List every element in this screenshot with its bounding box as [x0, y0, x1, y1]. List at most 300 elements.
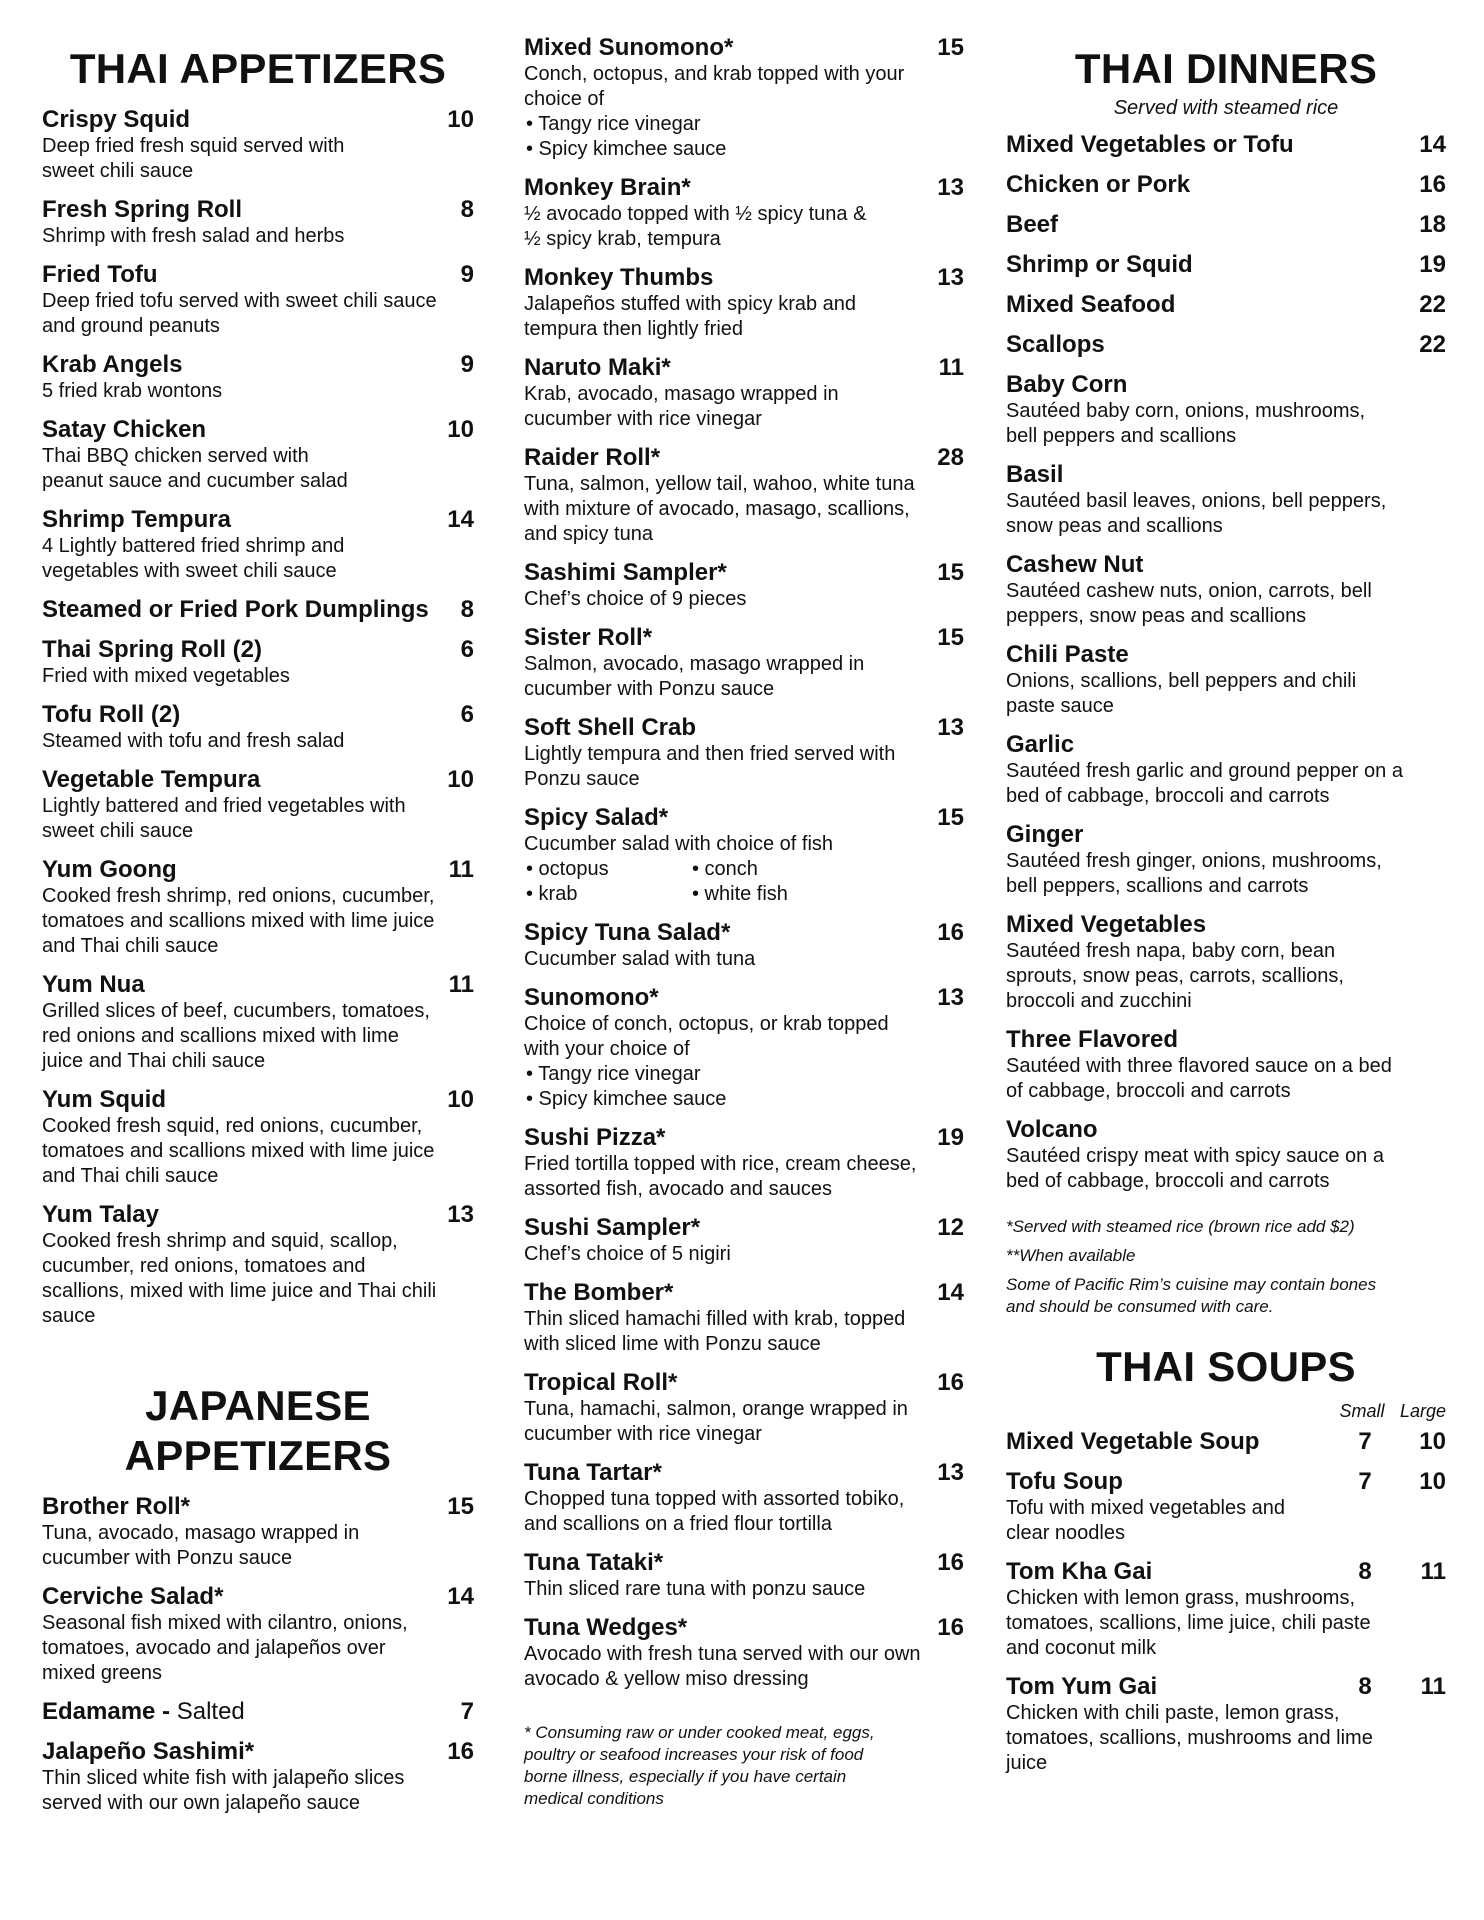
menu-item-name-text: Cerviche Salad* [42, 1583, 224, 1610]
menu-item-name [42, 1583, 223, 1611]
menu-item-description: Cooked fresh squid, red onions, cucumber, [42, 1115, 423, 1137]
thai-dinners-title: THAI DINNERS [1074, 45, 1378, 92]
menu-item [42, 1493, 474, 1571]
menu-item-description: Shrimp with fresh salad and herbs [42, 225, 345, 247]
raw-food-footnote [524, 1722, 964, 1810]
dinner-protein-name: Shrimp or Squid [1006, 251, 1193, 278]
menu-item-option: • white fish [692, 883, 788, 905]
dinner-style-description: Sautéed fresh ginger, onions, mushrooms, [1006, 850, 1382, 872]
menu-item-price: 13 [937, 174, 964, 201]
soup-item-name: Tom Kha Gai [1006, 1558, 1153, 1585]
menu-item-header [42, 636, 474, 664]
dinner-protein-price: 19 [1419, 251, 1446, 278]
menu-item-price: 15 [937, 624, 964, 651]
menu-item-description: Thin sliced white fish with jalapeño slices [42, 1767, 405, 1789]
dinner-style-description: Onions, scallions, bell peppers and chili [1006, 670, 1357, 692]
dinner-style-description: Sautéed fresh garlic and ground pepper on a [1006, 760, 1403, 782]
menu-item-price: 12 [937, 1214, 964, 1241]
menu-item-description: Cucumber salad with choice of fish [524, 833, 834, 855]
menu-item [524, 34, 964, 162]
menu-item-header [42, 701, 474, 729]
menu-item [42, 1583, 474, 1686]
dinner-protein-row [1006, 331, 1446, 359]
menu-item-name-text: Sashimi Sampler* [524, 559, 727, 586]
menu-item-name-text: Fresh Spring Roll [42, 196, 243, 223]
dinner-style-item [1006, 551, 1446, 629]
menu-item [524, 1549, 964, 1602]
menu-item [524, 1614, 964, 1692]
menu-item-price: 6 [460, 701, 474, 728]
thai-soups-title: THAI SOUPS [1096, 1343, 1356, 1390]
dinner-note-line: **When available [1006, 1246, 1136, 1265]
menu-item [524, 919, 964, 972]
menu-item-header [42, 261, 474, 289]
dinner-protein-name: Chicken or Pork [1006, 171, 1191, 198]
menu-item-header [524, 1369, 964, 1397]
menu-item-header [524, 1214, 964, 1242]
dinner-style-description: bell peppers, scallions and carrots [1006, 875, 1309, 897]
menu-item-header [524, 984, 964, 1012]
dinner-protein-row [1006, 171, 1446, 199]
thai-dinners-subtitle: Served with steamed rice [1113, 97, 1339, 119]
menu-item-price: 6 [460, 636, 474, 663]
soup-price-small: 7 [1358, 1428, 1372, 1455]
menu-item-name [42, 351, 182, 379]
footnote-line: * Consuming raw or under cooked meat, eggs, [524, 1723, 875, 1742]
menu-item-name [42, 1201, 159, 1229]
menu-item-description: sweet chili sauce [42, 160, 194, 182]
soup-item-name: Mixed Vegetable Soup [1006, 1428, 1260, 1455]
menu-item-name [42, 506, 231, 534]
menu-item-header [42, 351, 474, 379]
menu-item-name [524, 264, 713, 292]
menu-item-name-suffix: Salted [176, 1698, 245, 1725]
soup-item-header [1006, 1468, 1446, 1496]
menu-item-price: 15 [447, 1493, 474, 1520]
dinner-note [1006, 1274, 1446, 1318]
menu-item-price: 9 [460, 351, 474, 378]
menu-item-description: Tuna, avocado, masago wrapped in [42, 1522, 360, 1544]
menu-item-option: • krab [526, 883, 578, 905]
menu-item-price: 11 [448, 856, 474, 883]
menu-item [42, 1086, 474, 1189]
menu-item-description: Tuna, salmon, yellow tail, wahoo, white tuna [524, 473, 915, 495]
menu-item-description: and scallions on a fried flour tortilla [524, 1513, 832, 1535]
dinner-style-description: Sautéed cashew nuts, onion, carrots, bell [1006, 580, 1372, 602]
menu-item-name-text: Spicy Tuna Salad* [524, 919, 731, 946]
menu-item-price: 15 [937, 804, 964, 831]
menu-item-header [42, 106, 474, 134]
menu-item-description: ½ spicy krab, tempura [524, 228, 721, 250]
menu-item-header [42, 856, 474, 884]
menu-item-description: Cucumber salad with tuna [524, 948, 756, 970]
menu-item-description: and Thai chili sauce [42, 1165, 219, 1187]
menu-item-price: 13 [447, 1201, 474, 1228]
menu-item-name-text: Brother Roll* [42, 1493, 191, 1520]
menu-item [42, 856, 474, 959]
menu-item [42, 971, 474, 1074]
menu-item-name [42, 416, 206, 444]
menu-item [524, 714, 964, 792]
menu-item-option: • Tangy rice vinegar [526, 1063, 701, 1085]
soup-item-description: tomatoes, scallions, mushrooms and lime [1006, 1727, 1373, 1749]
menu-item-header [524, 354, 964, 382]
menu-item-description: Cooked fresh shrimp and squid, scallop, [42, 1230, 398, 1252]
soup-price-small: 8 [1358, 1558, 1372, 1585]
menu-item-description: with your choice of [524, 1038, 690, 1060]
menu-item-name [42, 1493, 190, 1521]
dinner-protein-name: Scallops [1006, 331, 1105, 358]
thai-soups-list [1006, 1428, 1446, 1776]
menu-item-header [524, 1124, 964, 1152]
soup-item-description: juice [1006, 1752, 1048, 1774]
menu-item-name-text: Naruto Maki* [524, 354, 671, 381]
dinner-style-description: Sautéed fresh napa, baby corn, bean [1006, 940, 1336, 962]
menu-item-name [524, 34, 733, 62]
menu-item-option: • Spicy kimchee sauce [526, 138, 727, 160]
menu-item-header [42, 1583, 474, 1611]
menu-item-header [524, 624, 964, 652]
menu-item-price: 16 [937, 1549, 964, 1576]
menu-item-header [42, 416, 474, 444]
dinner-style-item [1006, 461, 1446, 539]
menu-item [524, 174, 964, 252]
menu-item [524, 1279, 964, 1357]
menu-item-name [42, 261, 158, 289]
menu-item-header [42, 196, 474, 224]
menu-item-description: 5 fried krab wontons [42, 380, 223, 402]
dinner-protein-name: Beef [1006, 211, 1059, 238]
menu-item-name-text: Monkey Brain* [524, 174, 691, 201]
menu-item-description: Salmon, avocado, masago wrapped in [524, 653, 865, 675]
menu-item-name [524, 1124, 665, 1152]
dinner-style-item [1006, 1116, 1446, 1194]
menu-item-price: 7 [460, 1698, 474, 1725]
soup-size-header [1006, 1400, 1446, 1422]
menu-item [524, 264, 964, 342]
menu-item-description: cucumber with Ponzu sauce [42, 1547, 293, 1569]
menu-item-price: 14 [447, 1583, 474, 1610]
menu-item-name-text: Jalapeño Sashimi* [42, 1738, 255, 1765]
menu-item [42, 416, 474, 494]
menu-item-name-text: Raider Roll* [524, 444, 661, 471]
soup-item-header [1006, 1673, 1446, 1701]
thai-dinners-notes [1006, 1216, 1446, 1318]
menu-item [42, 766, 474, 844]
menu-item-name-text: The Bomber* [524, 1279, 674, 1306]
menu-item-name-text: Thai Spring Roll (2) [42, 636, 262, 663]
menu-item-description: Deep fried tofu served with sweet chili sauce [42, 290, 437, 312]
menu-item-name [524, 624, 652, 652]
menu-item-name-text: Spicy Salad* [524, 804, 669, 831]
menu-item [524, 984, 964, 1112]
menu-item-price: 16 [937, 919, 964, 946]
soup-price-large: 10 [1419, 1468, 1446, 1495]
soup-item-description: Tofu with mixed vegetables and [1006, 1497, 1286, 1519]
menu-item-name-text: Yum Nua [42, 971, 145, 998]
soup-size-small-label: Small [1339, 1401, 1385, 1421]
soup-size-large-label: Large [1399, 1401, 1446, 1421]
menu-item [524, 1214, 964, 1267]
menu-item-header [524, 1279, 964, 1307]
menu-item-price: 10 [447, 1086, 474, 1113]
menu-item-name-text: Shrimp Tempura [42, 506, 231, 533]
menu-item-name [524, 1549, 663, 1577]
menu-item-name [524, 174, 691, 202]
soup-item-name: Tom Yum Gai [1006, 1673, 1158, 1700]
menu-item-name-text: Fried Tofu [42, 261, 158, 288]
menu-item-name-text: Sushi Sampler* [524, 1214, 701, 1241]
menu-item-description: Fried with mixed vegetables [42, 665, 290, 687]
menu-item [524, 624, 964, 702]
menu-item-header [524, 1614, 964, 1642]
menu-item-description: Cooked fresh shrimp, red onions, cucumber, [42, 885, 435, 907]
menu-item-name-text: Tuna Wedges* [524, 1614, 688, 1641]
soup-item [1006, 1673, 1446, 1776]
menu-item-name [42, 636, 262, 664]
menu-item-description: scallions, mixed with lime juice and Thai chili [42, 1280, 437, 1302]
menu-item-description: tempura then lightly fried [524, 318, 744, 340]
menu-item-description: tomatoes and scallions mixed with lime juice [42, 1140, 435, 1162]
menu-item [42, 351, 474, 404]
menu-item-name-text: Sunomono* [524, 984, 659, 1011]
menu-item-header [42, 506, 474, 534]
column-right [1006, 0, 1446, 1776]
menu-item [42, 1738, 474, 1816]
menu-item-price: 19 [937, 1124, 964, 1151]
menu-item-name-text: Yum Talay [42, 1201, 159, 1228]
menu-item-header [524, 804, 964, 832]
menu-item-name [524, 1214, 700, 1242]
dinner-style-name: Basil [1006, 461, 1064, 488]
menu-item [42, 196, 474, 249]
menu-item-name [524, 714, 696, 742]
dinner-style-name: Cashew Nut [1006, 551, 1144, 578]
dinner-style-description: snow peas and scallions [1006, 515, 1223, 537]
menu-item-price: 15 [937, 34, 964, 61]
soup-item-header [1006, 1428, 1446, 1456]
dinner-protein-price: 16 [1419, 171, 1446, 198]
menu-item-price: 10 [447, 766, 474, 793]
menu-item-description: served with our own jalapeño sauce [42, 1792, 360, 1814]
menu-item-description: sweet chili sauce [42, 820, 194, 842]
dinner-style-name: Chili Paste [1006, 641, 1129, 668]
menu-item-price: 11 [938, 354, 964, 381]
menu-item-name [42, 766, 260, 794]
menu-item-description: ½ avocado topped with ½ spicy tuna & [524, 203, 867, 225]
menu-item-description: Grilled slices of beef, cucumbers, tomatoes, [42, 1000, 430, 1022]
menu-item-name [42, 1698, 245, 1726]
menu-item [524, 804, 964, 907]
menu-item-header [524, 34, 964, 62]
dinner-protein-row [1006, 131, 1446, 159]
menu-item-header [42, 1086, 474, 1114]
menu-item-name [42, 1738, 254, 1766]
menu-item [524, 1369, 964, 1447]
dinner-style-item [1006, 731, 1446, 809]
menu-item-name-text: Edamame - [42, 1698, 177, 1725]
menu-item-price: 14 [937, 1279, 964, 1306]
menu-item-name-text: Vegetable Tempura [42, 766, 261, 793]
menu-item-description: Lightly battered and fried vegetables with [42, 795, 406, 817]
dinner-style-name: Mixed Vegetables [1006, 911, 1207, 938]
dinner-note-line: *Served with steamed rice (brown rice add $2) [1006, 1217, 1355, 1236]
thai-appetizers-title: THAI APPETIZERS [69, 45, 447, 92]
menu-item-header [42, 766, 474, 794]
dinner-style-name: Volcano [1006, 1116, 1098, 1143]
menu-item-description: and Thai chili sauce [42, 935, 219, 957]
soup-item-description: clear noodles [1006, 1522, 1125, 1544]
menu-item-header [524, 1549, 964, 1577]
menu-item-name [524, 1614, 687, 1642]
menu-item-name-text: Sister Roll* [524, 624, 653, 651]
soup-price-large: 11 [1420, 1673, 1446, 1700]
menu-item [524, 1124, 964, 1202]
thai-dinners-protein-list [1006, 131, 1446, 359]
dinner-style-description: Sautéed crispy meat with spicy sauce on a [1006, 1145, 1384, 1167]
dinner-style-item [1006, 641, 1446, 719]
menu-item-name [524, 1459, 662, 1487]
menu-item-header [524, 1459, 964, 1487]
menu-item-description: Lightly tempura and then fried served with [524, 743, 896, 765]
menu-item-description: Steamed with tofu and fresh salad [42, 730, 345, 752]
menu-item-description: Seasonal fish mixed with cilantro, onions, [42, 1612, 408, 1634]
menu-item-price: 10 [447, 106, 474, 133]
menu-item-name-text: Satay Chicken [42, 416, 207, 443]
menu-item-name [524, 1369, 677, 1397]
menu-item-name-text: Soft Shell Crab [524, 714, 697, 741]
menu-item-name [42, 1086, 166, 1114]
menu-item-name [524, 354, 671, 382]
dinner-style-description: peppers, snow peas and scallions [1006, 605, 1307, 627]
dinner-note-line: Some of Pacific Rim’s cuisine may contain bones [1006, 1275, 1377, 1294]
soup-item-description: and coconut milk [1006, 1637, 1157, 1659]
dinner-style-description: of cabbage, broccoli and carrots [1006, 1080, 1291, 1102]
dinner-style-name: Ginger [1006, 821, 1084, 848]
menu-item-description: tomatoes, avocado and jalapeños over [42, 1637, 386, 1659]
menu-item-header [42, 1698, 474, 1726]
menu-item-price: 9 [460, 261, 474, 288]
menu-item-description: Tuna, hamachi, salmon, orange wrapped in [524, 1398, 908, 1420]
menu-item-description: Jalapeños stuffed with spicy krab and [524, 293, 857, 315]
dinner-style-item [1006, 821, 1446, 899]
dinner-style-description: paste sauce [1006, 695, 1114, 717]
menu-item-description: vegetables with sweet chili sauce [42, 560, 337, 582]
dinner-protein-price: 14 [1419, 131, 1446, 158]
menu-item-price: 13 [937, 1459, 964, 1486]
menu-item-price: 13 [937, 714, 964, 741]
dinner-style-description: bed of cabbage, broccoli and carrots [1006, 1170, 1330, 1192]
menu-item-name-text: Tuna Tartar* [524, 1459, 662, 1486]
thai-dinners-style-list [1006, 371, 1446, 1194]
footnote-line: borne illness, especially if you have certain [524, 1767, 847, 1786]
soup-item [1006, 1428, 1446, 1456]
menu-item [524, 354, 964, 432]
menu-item-header [524, 264, 964, 292]
menu-item [42, 1201, 474, 1329]
menu-item-name [42, 106, 190, 134]
menu-item-price: 28 [937, 444, 964, 471]
soup-item [1006, 1558, 1446, 1661]
dinner-protein-row [1006, 291, 1446, 319]
menu-item-name-text: Tropical Roll* [524, 1369, 678, 1396]
menu-item-description: red onions and scallions mixed with lime [42, 1025, 399, 1047]
menu-item-header [524, 714, 964, 742]
menu-item-header [524, 559, 964, 587]
menu-item-name-text: Steamed or Fried Pork Dumplings [42, 596, 429, 623]
soup-item-description: Chicken with chili paste, lemon grass, [1006, 1702, 1340, 1724]
menu-item-description: avocado & yellow miso dressing [524, 1668, 809, 1690]
soup-price-large: 11 [1420, 1558, 1446, 1585]
menu-item-description: 4 Lightly battered fried shrimp and [42, 535, 345, 557]
menu-item-description: and spicy tuna [524, 523, 653, 545]
dinner-style-description: Sautéed basil leaves, onions, bell peppers, [1006, 490, 1387, 512]
dinner-style-description: bell peppers and scallions [1006, 425, 1237, 447]
menu-item [42, 701, 474, 754]
menu-item [42, 106, 474, 184]
menu-item-name [524, 559, 727, 587]
menu-item [42, 506, 474, 584]
dinner-note [1006, 1245, 1446, 1267]
soup-item [1006, 1468, 1446, 1546]
dinner-protein-price: 22 [1419, 331, 1446, 358]
menu-item-description: Chef’s choice of 9 pieces [524, 588, 747, 610]
menu-item-description: cucumber with rice vinegar [524, 408, 762, 430]
menu-item-name [42, 701, 180, 729]
dinner-style-description: Sautéed with three flavored sauce on a bed [1006, 1055, 1392, 1077]
japanese-appetizers-title [42, 1381, 474, 1481]
menu-item-description: with sliced lime with Ponzu sauce [524, 1333, 821, 1355]
menu-item-name [524, 984, 659, 1012]
dinner-style-item [1006, 911, 1446, 1014]
soup-item-name: Tofu Soup [1006, 1468, 1123, 1495]
menu-item-header [42, 1493, 474, 1521]
soup-price-small: 8 [1358, 1673, 1372, 1700]
menu-item-header [42, 1738, 474, 1766]
soup-price-small: 7 [1358, 1468, 1372, 1495]
menu-item-description: Chef’s choice of 5 nigiri [524, 1243, 731, 1265]
soup-item-description: tomatoes, scallions, lime juice, chili paste [1006, 1612, 1371, 1634]
menu-item-price: 8 [460, 196, 474, 223]
japanese-appetizers-list [42, 1493, 474, 1816]
menu-item-name-text: Crispy Squid [42, 106, 191, 133]
menu-item-description: cucumber with rice vinegar [524, 1423, 762, 1445]
menu-item-header [524, 919, 964, 947]
dinner-style-name: Baby Corn [1006, 371, 1128, 398]
dinner-style-description: sprouts, snow peas, carrots, scallions, [1006, 965, 1344, 987]
menu-item-option: • Tangy rice vinegar [526, 113, 701, 135]
soup-item-header [1006, 1558, 1446, 1586]
soup-item-description: Chicken with lemon grass, mushrooms, [1006, 1587, 1356, 1609]
menu-item-description: assorted fish, avocado and sauces [524, 1178, 832, 1200]
menu-item-name-text: Tofu Roll (2) [42, 701, 181, 728]
menu-item-description: Chopped tuna topped with assorted tobiko, [524, 1488, 905, 1510]
japanese-appetizers-title-line1: JAPANESE [145, 1382, 371, 1429]
dinner-note-line: and should be consumed with care. [1006, 1297, 1274, 1316]
menu-item-price: 11 [448, 971, 474, 998]
menu-item-description: juice and Thai chili sauce [42, 1050, 266, 1072]
menu-item-name-text: Sushi Pizza* [524, 1124, 666, 1151]
menu-item-description: cucumber with Ponzu sauce [524, 678, 775, 700]
menu-item-name-text: Mixed Sunomono* [524, 34, 734, 61]
menu-item-description: Choice of conch, octopus, or krab topped [524, 1013, 889, 1035]
japanese-appetizers-continued-list [524, 34, 964, 1692]
menu-item-header [42, 1201, 474, 1229]
footnote-line: poultry or seafood increases your risk of food [524, 1745, 864, 1764]
menu-item-description: Avocado with fresh tuna served with our own [524, 1643, 921, 1665]
menu-item-name [42, 196, 242, 224]
dinner-protein-price: 18 [1419, 211, 1446, 238]
